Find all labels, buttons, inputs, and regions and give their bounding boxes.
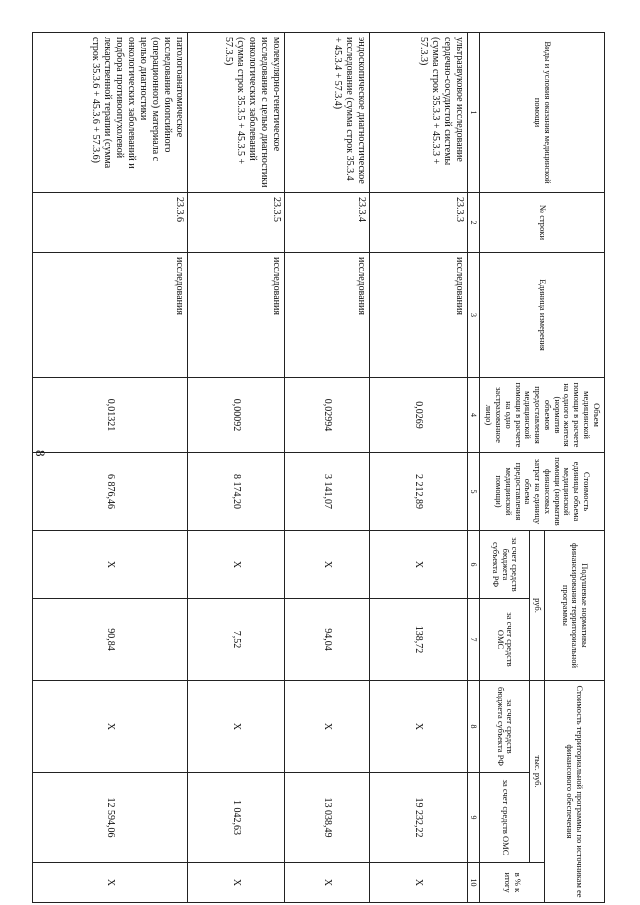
row-budget-rub: X (284, 531, 369, 599)
table-row (187, 33, 284, 903)
col-number: 9 (467, 773, 480, 863)
row-unit: исследования (369, 253, 467, 378)
row-budget-rub: X (369, 531, 467, 599)
page-number: 8 (33, 450, 48, 457)
header-col3: Единица измерения (480, 253, 605, 378)
row-volume: 0,02994 (284, 378, 369, 453)
col-number: 7 (467, 599, 480, 681)
row-unit: исследования (284, 253, 369, 378)
table-row (32, 33, 187, 903)
col-number: 6 (467, 531, 480, 599)
header-col1: Виды и условия оказания медицинской помощи (480, 33, 605, 193)
header-group2-unit: тыс. руб. (530, 681, 545, 863)
row-volume: 0,00092 (187, 378, 284, 453)
row-cost: 3 141,07 (284, 453, 369, 531)
header-col8: за счет средств бюджета субъекта РФ (480, 681, 530, 773)
row-budget-rub: X (187, 531, 284, 599)
col-number: 8 (467, 681, 480, 773)
row-line: 23.3.4 (284, 193, 369, 253)
header-col7: за счет средств ОМС (480, 599, 530, 681)
row-budget-th: X (187, 681, 284, 773)
col-number: 2 (467, 193, 480, 253)
row-name: ультразвуковое исследование сердечно-сосудистой системы (сумма строк 35.3.3 + 45.3.3 + 57.3.3) (369, 33, 467, 193)
header-col5: Стоимость единицы объема медицинской помощи (норматив финансовых затрат на единицу объема предоставления медицинской помощи) (480, 453, 605, 531)
row-volume: 0,0269 (369, 378, 467, 453)
row-line: 23.3.6 (32, 193, 187, 253)
row-oms-th: 13 038,49 (284, 773, 369, 863)
row-name: молекулярно-генетическое исследование с целью диагностики онкологических заболеваний (сумма строк 35.3.5 + 45.3.5 + 57.3.5) (187, 33, 284, 193)
row-budget-th: X (369, 681, 467, 773)
row-pct: X (369, 863, 467, 903)
header-group2: Стоимость территориальной программы по источникам ее финансового обеспечения (545, 681, 605, 903)
col-number: 5 (467, 453, 480, 531)
row-line: 23.3.5 (187, 193, 284, 253)
header-col10: в % к итогу (480, 863, 545, 903)
row-cost: 8 174,20 (187, 453, 284, 531)
header-col4: Объем медицинской помощи в расчете на одного жителя (норматив объемов предоставления медицинской помощи в расчете на одно застрахованное лицо) (480, 378, 605, 453)
row-oms-rub: 90,84 (32, 599, 187, 681)
row-pct: X (187, 863, 284, 903)
row-oms-rub: 7,52 (187, 599, 284, 681)
row-oms-rub: 94,04 (284, 599, 369, 681)
row-pct: X (284, 863, 369, 903)
row-budget-th: X (284, 681, 369, 773)
row-volume: 0,01321 (32, 378, 187, 453)
row-pct: X (32, 863, 187, 903)
rotated-table-container (15, 32, 605, 902)
col-number: 3 (467, 253, 480, 378)
row-budget-th: X (32, 681, 187, 773)
row-line: 23.3.3 (369, 193, 467, 253)
table-row (369, 33, 467, 903)
header-col6: за счет средств бюджета субъекта РФ (480, 531, 530, 599)
row-oms-th: 12 594,06 (32, 773, 187, 863)
row-unit: исследования (32, 253, 187, 378)
col-number: 1 (467, 33, 480, 193)
header-group1: Подушевые нормативы финансирования территориальной программы (545, 531, 605, 681)
header-col2: № строки (480, 193, 605, 253)
row-name: эндоскопическое диагностическое исследование (сумма строк 35.3.4 + 45.3.4 + 57.3.4) (284, 33, 369, 193)
row-oms-th: 1 042,63 (187, 773, 284, 863)
financing-table (32, 32, 605, 903)
row-budget-rub: X (32, 531, 187, 599)
row-name: патологоанатомическое исследование биопсийного (операционного) материала с целью диагностики онкологических заболеваний и подбора противоопухолевой лекарственной терапии (сумма строк 35.3.6 + 45.3.6 + 57.3.6) (32, 33, 187, 193)
header-col9: за счет средств ОМС (480, 773, 530, 863)
header-group1-unit: руб. (530, 531, 545, 681)
col-number: 4 (467, 378, 480, 453)
row-oms-th: 19 232,22 (369, 773, 467, 863)
row-cost: 2 212,89 (369, 453, 467, 531)
table-row (284, 33, 369, 903)
row-cost: 6 876,46 (32, 453, 187, 531)
row-unit: исследования (187, 253, 284, 378)
row-oms-rub: 138,72 (369, 599, 467, 681)
col-number: 10 (467, 863, 480, 903)
